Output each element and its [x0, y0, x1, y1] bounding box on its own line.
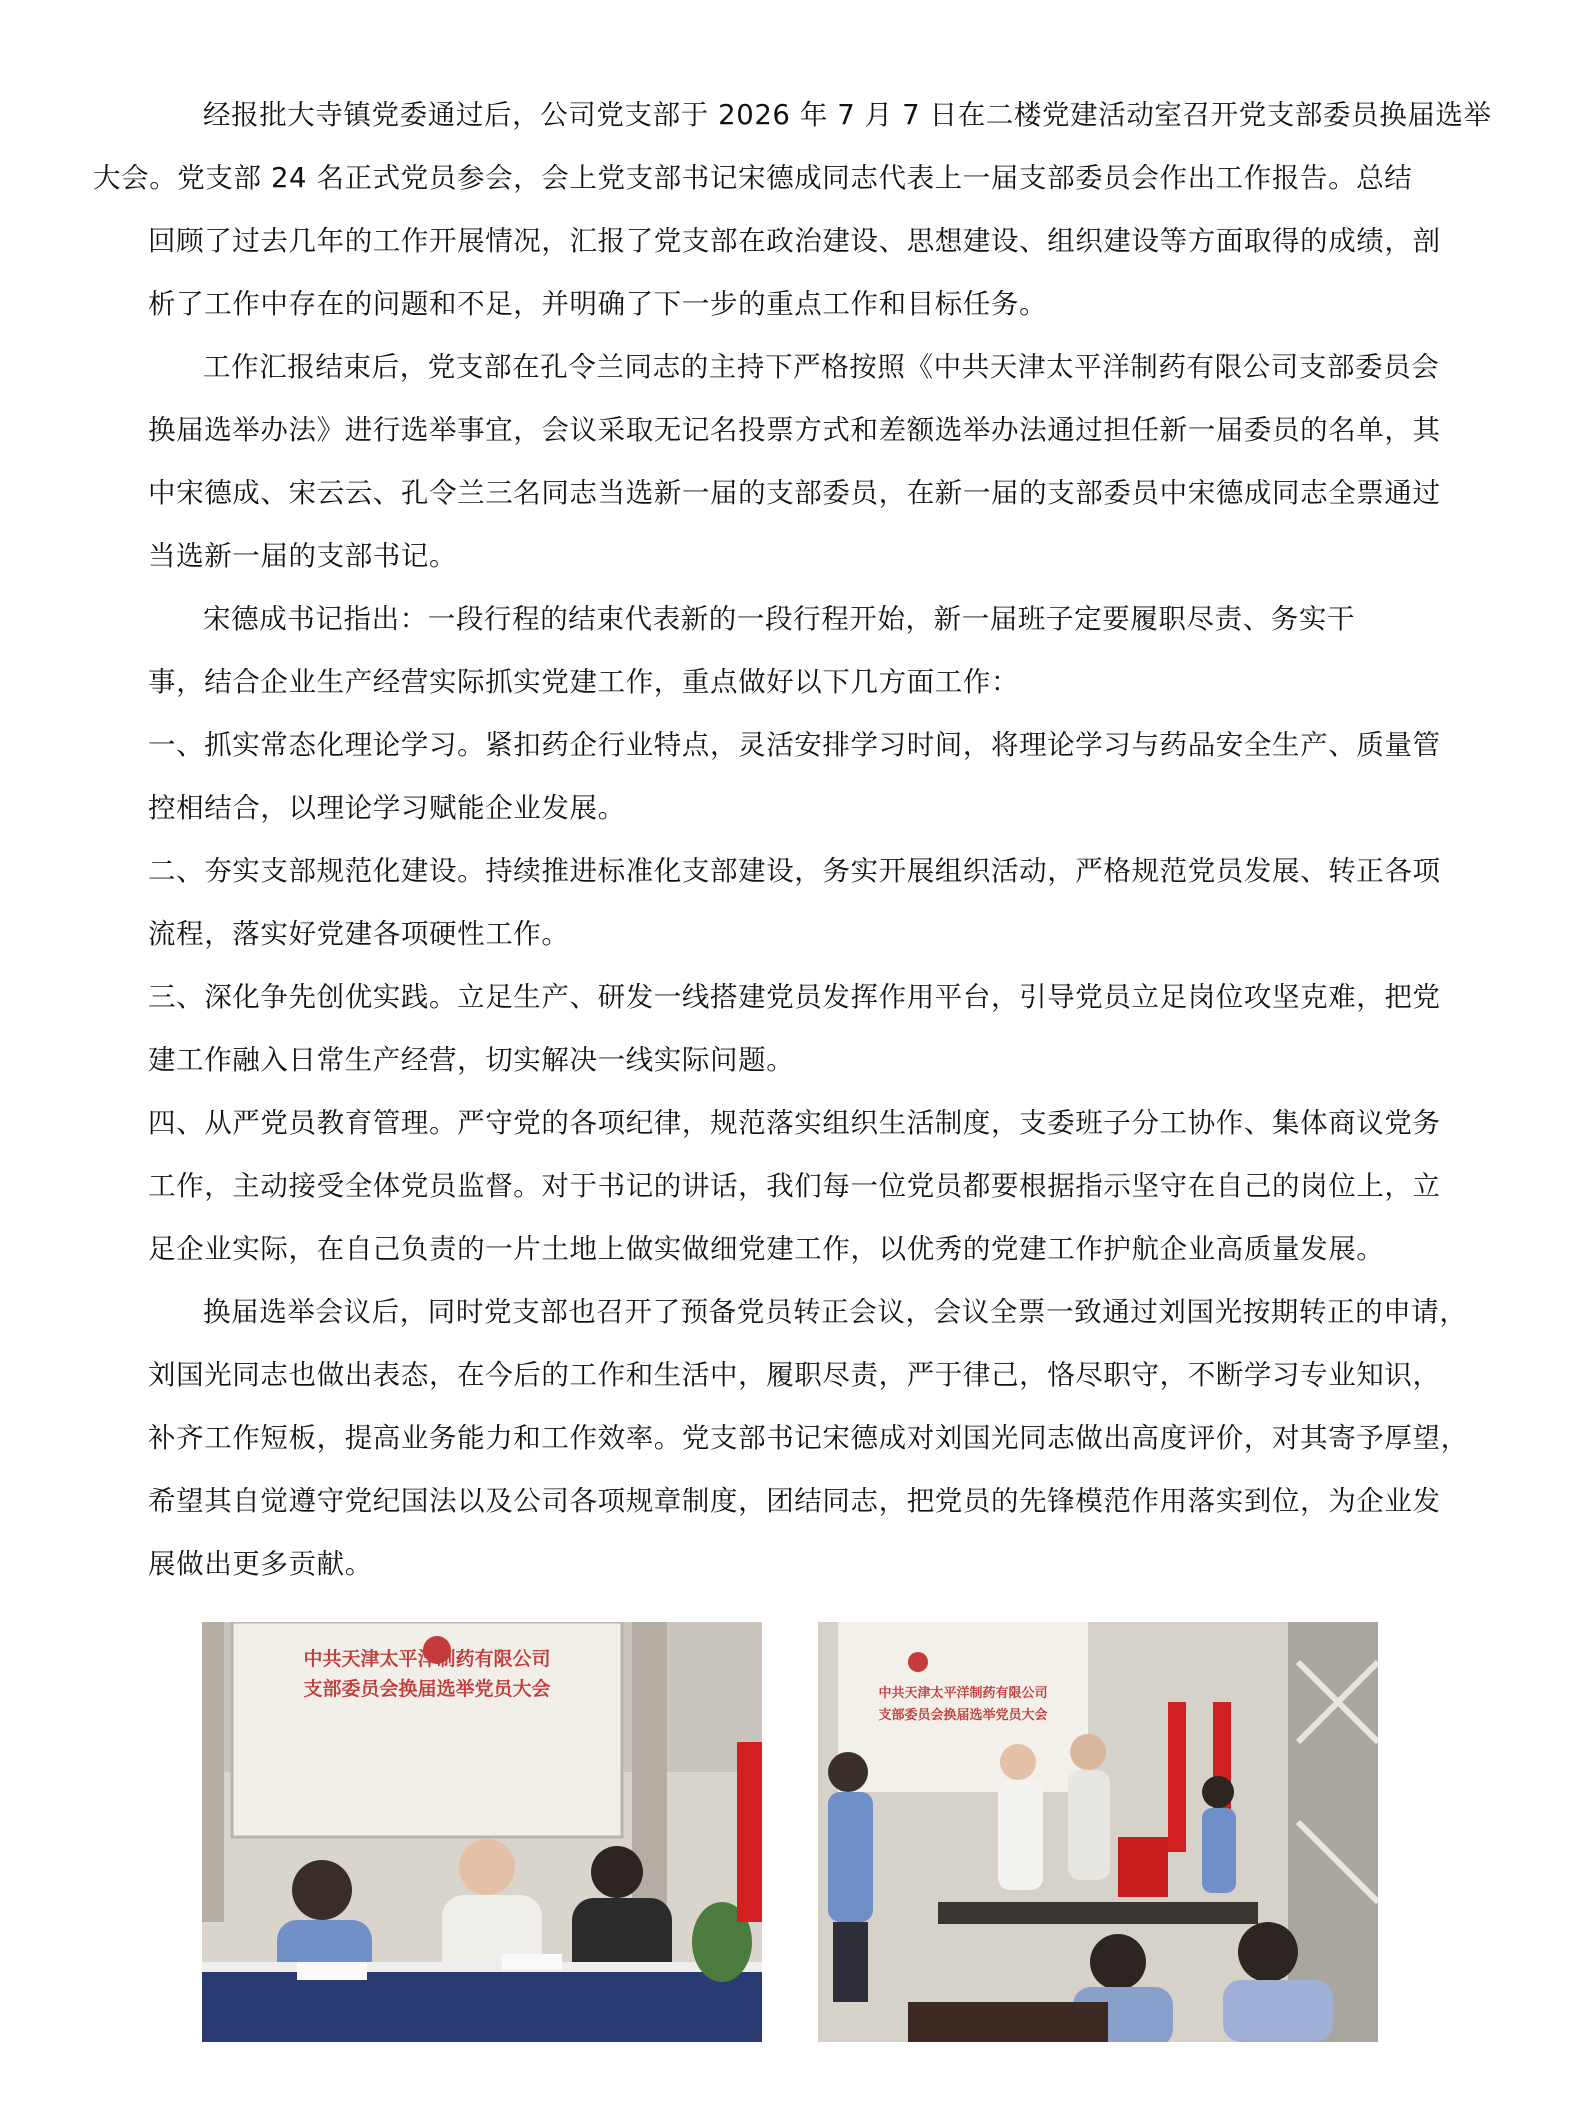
photo-meeting-table [202, 1622, 762, 2042]
text-line: 一、抓实常态化理论学习。紧扣药企行业特点，灵活安排学习时间，将理论学习与药品安全生产、质量管 [148, 729, 1441, 761]
paragraph-7 [148, 1092, 1460, 1281]
text-line: 回顾了过去几年的工作开展情况，汇报了党支部在政治建设、思想建设、组织建设等方面取得的成绩，剖 [148, 225, 1441, 257]
text-line: 工作，主动接受全体党员监督。对于书记的讲话，我们每一位党员都要根据指示坚守在自己的岗位上，立 [148, 1170, 1441, 1202]
paragraph-2 [148, 336, 1460, 588]
text-line: 析了工作中存在的问题和不足，并明确了下一步的重点工作和目标任务。 [148, 288, 1048, 320]
text-line: 二、夯实支部规范化建设。持续推进标准化支部建设，务实开展组织活动，严格规范党员发展、转正各项 [148, 855, 1441, 887]
paragraph-8 [148, 1281, 1469, 1596]
text-line: 建工作融入日常生产经营，切实解决一线实际问题。 [148, 1044, 795, 1076]
text-line: 换届选举办法》进行选举事宜，会议采取无记名投票方式和差额选举办法通过担任新一届委员的名单，其 [148, 414, 1441, 446]
article-body [93, 84, 1492, 1596]
text-line: 事，结合企业生产经营实际抓实党建工作，重点做好以下几方面工作： [148, 666, 1020, 698]
text-line: 足企业实际，在自己负责的一片土地上做实做细党建工作，以优秀的党建工作护航企业高质量发展。 [148, 1233, 1385, 1265]
left-banner-line-2: 支部委员会换届选举党员大会 [303, 1678, 551, 1700]
text-line: 四、从严党员教育管理。严守党的各项纪律，规范落实组织生活制度，支委班子分工协作、集体商议党务 [148, 1107, 1441, 1139]
paragraph-4 [148, 714, 1460, 840]
text-line: 宋德成书记指出：一段行程的结束代表新的一段行程开始，新一届班子定要履职尽责、务实干 [203, 603, 1356, 635]
text-line: 三、深化争先创优实践。立足生产、研发一线搭建党员发挥作用平台，引导党员立足岗位攻坚克难，把党 [148, 981, 1441, 1013]
photo-voting [818, 1622, 1378, 2042]
text-line: 工作汇报结束后，党支部在孔令兰同志的主持下严格按照《中共天津太平洋制药有限公司支部委员会 [203, 351, 1440, 383]
text-line: 换届选举会议后，同时党支部也召开了预备党员转正会议，会议全票一致通过刘国光按期转正的申请， [203, 1296, 1468, 1328]
text-line: 控相结合，以理论学习赋能企业发展。 [148, 792, 626, 824]
paragraph-5 [148, 840, 1460, 966]
paragraph-3 [148, 588, 1460, 714]
text-line: 大会。党支部 24 名正式党员参会，会上党支部书记宋德成同志代表上一届支部委员会作出工作报告。总结 [93, 162, 1413, 194]
text-line: 展做出更多贡献。 [148, 1548, 373, 1580]
right-banner-line-2: 支部委员会换届选举党员大会 [878, 1708, 1048, 1723]
text-line: 经报批大寺镇党委通过后，公司党支部于 2026 年 7 月 7 日在二楼党建活动室召开党支部委员换届选举 [203, 99, 1492, 131]
text-line: 刘国光同志也做出表态，在今后的工作和生活中，履职尽责，严于律己，恪尽职守，不断学习专业知识， [148, 1359, 1441, 1391]
left-banner-line-1: 中共天津太平洋制药有限公司 [303, 1648, 551, 1670]
text-line: 当选新一届的支部书记。 [148, 540, 458, 572]
right-banner-line-1: 中共天津太平洋制药有限公司 [878, 1686, 1048, 1701]
paragraph-1 [93, 84, 1492, 336]
text-line: 补齐工作短板，提高业务能力和工作效率。党支部书记宋德成对刘国光同志做出高度评价，对其寄予厚望， [148, 1422, 1469, 1454]
text-line: 希望其自觉遵守党纪国法以及公司各项规章制度，团结同志，把党员的先锋模范作用落实到位，为企业发 [148, 1485, 1441, 1517]
paragraph-6 [148, 966, 1460, 1092]
text-line: 中宋德成、宋云云、孔令兰三名同志当选新一届的支部委员，在新一届的支部委员中宋德成同志全票通过 [148, 477, 1441, 509]
text-line: 流程，落实好党建各项硬性工作。 [148, 918, 570, 950]
